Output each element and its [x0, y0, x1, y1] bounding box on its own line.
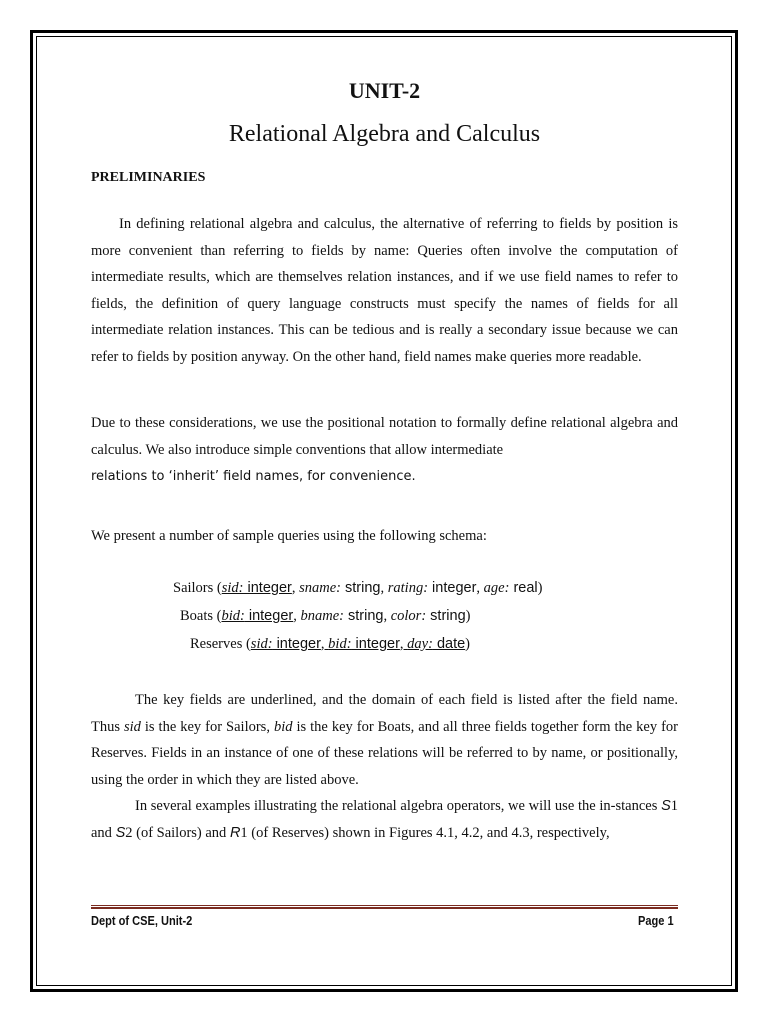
schema-reserves: Reserves (sid: integer, bid: integer, day: date)	[190, 636, 471, 652]
page-title: Relational Algebra and Calculus	[228, 121, 541, 147]
footer-page-number: Page 1	[638, 913, 674, 928]
section-heading: PRELIMINARIES	[91, 170, 206, 185]
paragraph-key-fields: The key fields are underlined, and the domain of each field is listed after the field name. Thus sid is the key for Sailors, bid is the key for Boats, and all three fields together form the key for Reserves. Fields in an instance of one of these relations will be referred to by name, or positionally, using the order in which they are listed above.	[91, 692, 679, 788]
paragraph-considerations-text: Due to these considerations, we use the positional notation to formally define relational algebra and calculus. We also introduce simple conventions that allow intermediate	[91, 415, 678, 458]
paragraph-intro: In defining relational algebra and calculus, the alternative of referring to fields by position is more convenient than referring to fields by name: Queries often involve the computation of intermediate results, which are themselves relation instances, and if we use field names to refer to fields, the definition of query language constructs must specify the names of fields for all intermediate relation instances. This can be tedious and is really a secondary issue because we can refer to fields by position anyway. On the other hand, field names make queries more readable.	[91, 216, 678, 365]
paragraph-considerations-tail: relations to ‘inherit’ field names, for convenience.	[91, 469, 416, 484]
schema-boats: Boats (bid: integer, bname: string, color: string)	[180, 608, 471, 624]
footer-department: Dept of CSE, Unit-2	[91, 913, 193, 928]
paragraph-schema-intro: We present a number of sample queries using the following schema:	[91, 528, 487, 544]
schema-sailors: Sailors (sid: integer, sname: string, rating: integer, age: real)	[173, 580, 543, 596]
paragraph-considerations	[91, 410, 678, 491]
footer-rule	[91, 905, 678, 909]
paragraph-examples: In several examples illustrating the relational algebra operators, we will use the in-stances S1 and S2 (of Sailors) and R1 (of Reserves) shown in Figures 4.1, 4.2, and 4.3, respectively,	[91, 798, 679, 841]
unit-heading: UNIT-2	[348, 78, 421, 103]
